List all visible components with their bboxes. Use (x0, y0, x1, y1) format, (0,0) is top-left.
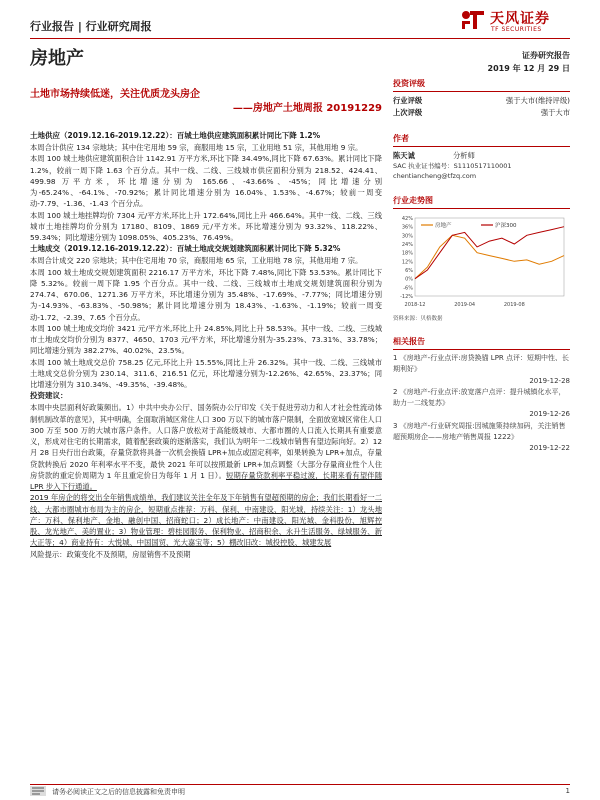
author-name: 陈天诚 (393, 151, 415, 160)
sidebar (393, 78, 570, 455)
y-tick-label: 36% (401, 224, 413, 231)
y-tick-label: 18% (401, 250, 413, 257)
page-title: 房地产 (30, 48, 84, 69)
y-tick-label: -12% (400, 294, 413, 300)
footer-disclaimer: 请务必阅读正文之后的信息披露和免责申明 (52, 788, 185, 796)
chart-frame (415, 218, 564, 296)
paragraph-underlined: 短期存量贷款利率平稳过渡，长期来看有望伴随 LPR 步入下行通道。 (30, 470, 382, 491)
logo-icon (460, 9, 486, 31)
author-sac: SAC 执业证书编号：S1110517110001 (393, 162, 512, 170)
logo-text: 天风证券 (490, 11, 550, 27)
x-tick-label: 2018-12 (404, 302, 426, 308)
rating-value: 强于大市(维持评级) (505, 96, 570, 105)
prev-rating-label: 上次评级 (393, 108, 423, 117)
headline: 土地市场持续低迷，关注优质龙头房企 (30, 89, 200, 100)
page-number: 1 (565, 787, 570, 795)
main-body (30, 130, 382, 560)
y-tick-label: 6% (405, 268, 413, 274)
invest-heading: 投资建议： (30, 391, 68, 401)
footer-divider (30, 784, 570, 785)
trend-chart-svg (393, 212, 570, 312)
headline-block (30, 88, 382, 116)
report-section: 行业报告 | 行业研究周报 (30, 20, 152, 33)
author-title: 作者 (393, 133, 570, 147)
related-report-2[interactable]: 2 《房地产-行业点评:放宽落户点评：提升城镇化水平，助力一二线复苏》 (393, 387, 566, 408)
related-report-date: 2019-12-26 (529, 410, 570, 419)
related-list (393, 353, 570, 455)
report-header (30, 8, 570, 38)
footer-icon (30, 786, 46, 796)
y-tick-label: 42% (401, 216, 413, 222)
deal-heading: 土地成交（2019.12.16-2019.12.22）：百城土地成交规划建筑面积累计同比下降 5.32% (30, 244, 341, 254)
paragraph (30, 402, 382, 492)
paragraph: 本周合计成交 220 宗地块；其中住宅用地 70 宗，商服用地 65 宗，工业用地 78 宗，其他用地 7 宗。 (30, 256, 363, 266)
related-report-date: 2019-12-28 (529, 376, 570, 385)
header-divider (30, 38, 570, 39)
report-type: 证券研究报告 (522, 51, 570, 60)
y-tick-label: -6% (403, 285, 413, 292)
paragraph: 2019 年房企的将交出全年销售成绩单，我们建议关注全年及下年销售有望超预期的房企；我们长期看好一二线、大都市圈城市布局为主的房企，短期重点推荐：万科、保利、中南建设、阳光城，持续关注：1）龙头地产：万科、保利地产、金地、融创中国、招商蛇口；2）成长地产：中南建设、阳光城、金科股份、旭辉控股、龙光地产、美的置业；3）物业管理：碧桂园服务、保利物业、招商积余、永升生活服务、绿城服务、新大正等；4）商业持有：大悦城、中国国贸、光大嘉宝等；5）棚改旧改：城投控股、城建发展 (30, 493, 382, 548)
rating-row (393, 95, 570, 107)
rating-label: 行业评级 (393, 96, 423, 105)
author-role: 分析师 (453, 151, 475, 160)
y-tick-label: 0% (405, 276, 413, 283)
paragraph: 本周 100 城土地成交总价 758.25 亿元,环比上升 15.55%,同比上升 26.32%。其中一线、二线、三线城市土地成交总价分别为 230.14、311.6、216.51 亿元，环比增速分别为-12.26%、42.65%、23.37%；同比增速分别为 310.34%、-49.35%、-39.48%。 (30, 357, 382, 389)
author-email[interactable]: chentiancheng@tfzq.com (393, 172, 477, 180)
risk-note: 风险提示：政策变化不及预期，房屋销售不及预期 (30, 549, 191, 559)
related-report-1[interactable]: 1 《房地产-行业点评:房贷换锚 LPR 点评：短期中性、长期利好》 (393, 354, 569, 374)
brand-logo (460, 8, 570, 38)
series-line-2 (415, 227, 564, 279)
paragraph: 本周 100 城土地成交均价 3421 元/平方米,环比上升 24.85%,同比上升 58.53%。其中一线、二线、三线城市土地成交均价分别为 8377、4650、1703 元/平方米，环比增速分别为-35.23%、73.31%、33.78%；同比增速分别为 382.27%、40.02%、23.5%。 (30, 323, 382, 356)
y-tick-label: 12% (401, 259, 413, 266)
supply-heading: 土地供应（2019.12.16-2019.12.22）：百城土地供应建筑面积累计同比下降 1.2% (30, 131, 321, 140)
sub-headline: ——房地产土地周报 20191229 (232, 103, 382, 114)
trend-title: 行业走势图 (393, 195, 570, 209)
logo-subtext: TF SECURITIES (491, 26, 542, 33)
y-tick-label: 24% (401, 242, 413, 248)
x-tick-label: 2019-08 (503, 302, 525, 308)
prev-rating-value: 强于大市 (540, 108, 570, 117)
legend-label: 沪深300 (495, 223, 517, 229)
related-report-3[interactable]: 3 《房地产-行业研究周报:因城施策持续加码，关注销售超预期房企——房地产销售周报 1222》 (393, 421, 566, 442)
related-report-date: 2019-12-22 (529, 444, 570, 453)
paragraph: 本周 100 城土地供应建筑面积合计 1142.91 万平方米,环比下降 34.49%,同比下降 67.63%。累计同比下降 1.2%，较前一周下降 1.63 个百分点。其中一线、二线、三线城市供应面积分别为 218.52、424.41、499.98 万平方米，环比增速分别为 165.66、-43.66%、-45%；同比增速分别为-65.24%、-64.1%、-70.92%；累计同比增速分别为 16.04%、1.53%、-4.67%；较前一周变动-7.79、-1.36、-1.43 个百分点。 (30, 154, 382, 209)
paragraph: 本周合计供应 134 宗地块；其中住宅用地 59 宗，商服用地 15 宗，工业用地 51 宗，其他用地 9 宗。 (30, 143, 363, 152)
x-tick-label: 2019-04 (454, 302, 476, 308)
author-row (393, 150, 570, 161)
series-line-1 (415, 235, 564, 278)
report-date: 2019 年 12 月 29 日 (487, 64, 570, 73)
paragraph: 本周 100 城土地挂牌均价 7304 元/平方米,环比上升 172.64%,同比上升 466.64%。其中一线、二线、三线城市土地挂牌均价分别为 17180、8109、1869 元/平方米。环比增速分别为 93.32%、118.22%、59.34%；同比增速分别为 1098.05%、405.23%、76.49%。 (30, 210, 382, 242)
legend-label: 房地产 (435, 223, 452, 229)
prev-rating-row (393, 107, 570, 119)
y-tick-label: 30% (401, 233, 413, 240)
paragraph-text: 本周中央层面利好政策频出。1）中共中央办公厅、国务院办公厅印发《关于促进劳动力和人才社会性流动体制机制改革的意见》，其中明确，全面取消城区常住人口 300 万以下的城市落户限制，全面放宽城区常住人口 300 万至 500 万的大城市落户条件。人口落户放松对于高能级城市、大都市圈的人口流入长期具有重要意义，形成对住宅的长期需求，随着配套政策的逐渐落实，我们认为明年一二线城市销售有望边际向好。2）12 月 28 日央行出台政策，存量贷款将具备一次机会换锚 LPR+加点或固定利率，如果转换为 LPR+加点，存量贷款转换后 2020 年利率水平不变，最快 2021 年可以按照最新 LPR+加点调整（大部分存量商业性个人住房贷款的重定价周期为 1 年且重定价日为每年 1 月 1 日）。 (30, 403, 382, 480)
rating-title: 投资评级 (393, 78, 570, 92)
trend-chart (393, 212, 570, 312)
chart-source: 资料来源：贝格数据 (393, 316, 443, 322)
related-title: 相关报告 (393, 336, 570, 350)
paragraph: 本周 100 城土地成交规划建筑面积 2216.17 万平方米，环比下降 7.48%,同比下降 53.53%。累计同比下降 5.32%。较前一周下降 1.95 个百分点。其中一线、二线、三线城市土地成交规划建筑面积分别为 274.74、670.06、1271.36 万平方米，环比增速分别为 35.48%、-17.69%、-7.77%；同比增速分别为-14.93%、-63.83%、-50.98%；累计同比增速分别为 18.43%、-1.63%、-1.19%；较前一周变动-1.72、-2.39、7.65 个百分点。 (30, 267, 382, 322)
